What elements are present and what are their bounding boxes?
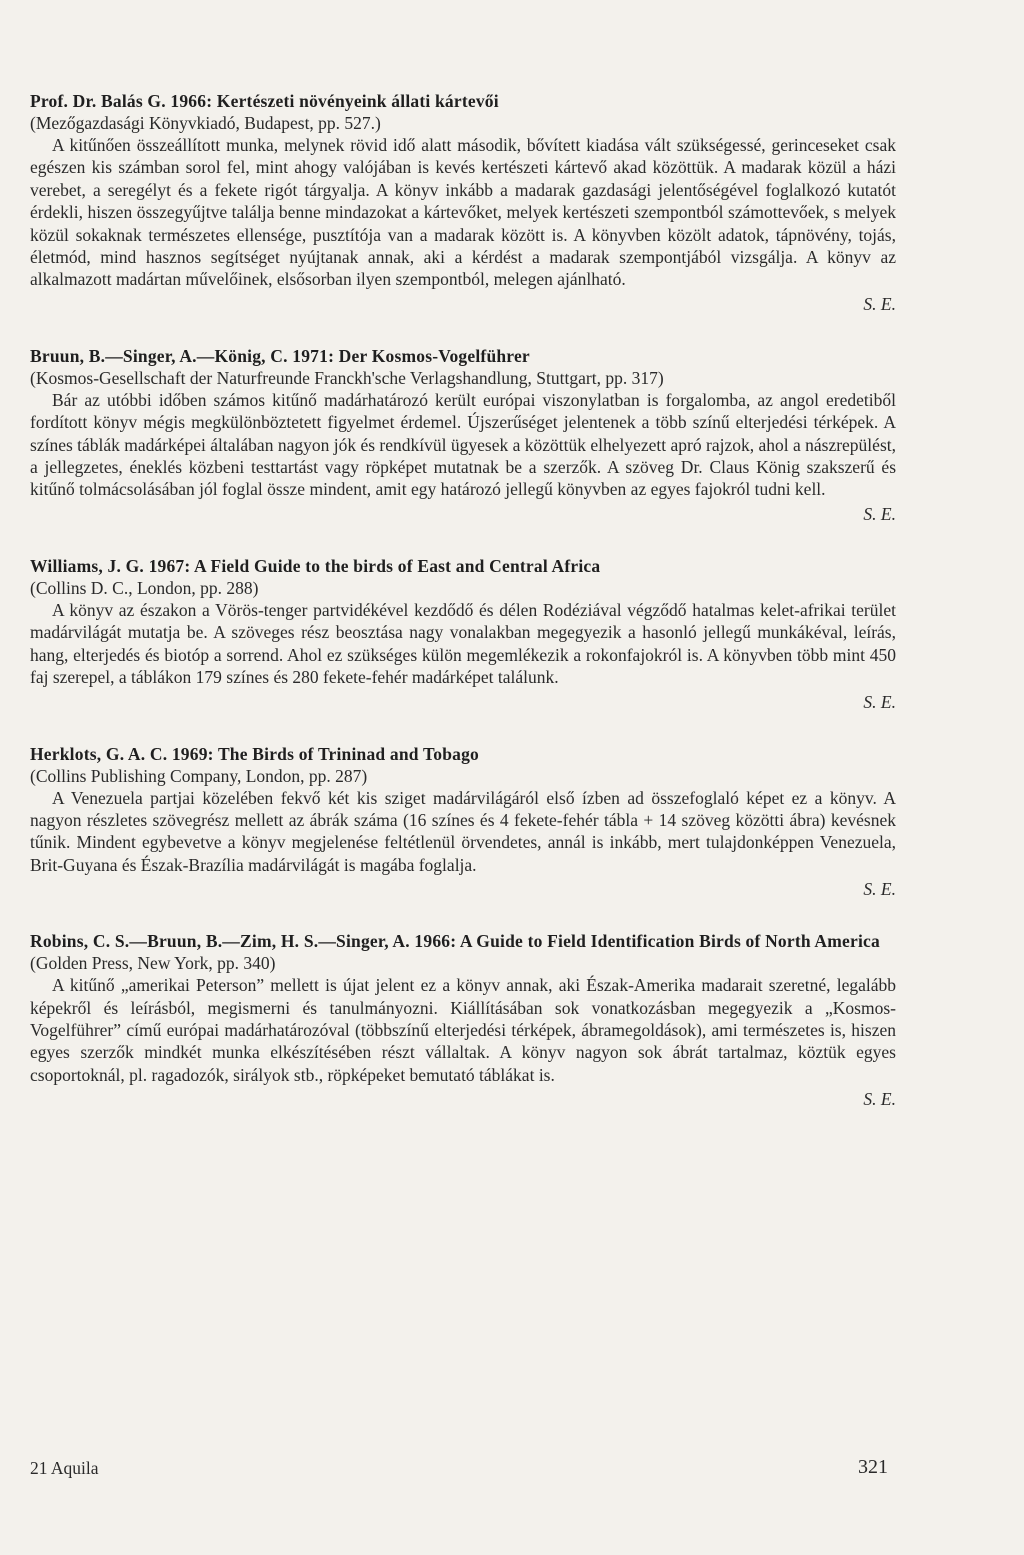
review-5 [30,930,896,1110]
review-body: A Venezuela partjai közelében fekvő két kis sziget madárvilágáról első ízben ad összefoglaló képet ez a könyv. A nagyon részletes szövegrész mellett az ábrák száma (16 színes és 4 fekete-fehér tábla + 14 szöveg közötti ábra) kevésnek tűnik. Mindent egybevetve a könyv megjelenése feltétlenül örvendetes, annál is inkább, mert tulajdonképpen Venezuela, Brit-Guyana és Észak-Brazília madárvilágát is magába foglalja. [30,787,896,875]
review-2 [30,345,896,525]
review-signature: S. E. [863,691,896,712]
review-signature: S. E. [863,503,896,524]
review-3 [30,555,896,713]
review-body: Bár az utóbbi időben számos kitűnő madárhatározó került európai viszonylatban is forgalomba, az angol eredetiből fordított könyv mégis megkülönböztetett figyelmet érdemel. Újszerűséget jelentenek a több színű elterjedési térképek. A színes táblák madárképei általában nagyon jók és rendkívül ügyesek a közöttük elhelyezett apró rajzok, ahol a nászrepülést, a jellegzetes, éneklés közbeni testtartást vagy röpképet mutatnak be a szerzők. A szöveg Dr. Claus König szakszerű és kitűnő tolmácsolásában jól foglal össze mindent, amit egy határozó jellegű könyvben az egyes fajokról tudni kell. [30,389,896,500]
review-body: A kitűnő „amerikai Peterson” mellett is újat jelent ez a könyv annak, aki Észak-Amerika madarait szeretné, legalább képekről és leírásból, megismerni és tanulmányozni. Kiállításában sok vonatkozásban megegyezik a „Kosmos-Vogelführer” című európai madárhatározóval (többszínű elterjedési térképek, ábramegoldások), ami természetes is, hiszen egyes szerzők mindkét munka elkészítésében részt vállaltak. A könyv nagyon sok ábrát tartalmaz, köztük egyes csoportoknál, pl. ragadozók, sirályok stb., röpképeket bemutató táblákat is. [30,975,896,1085]
review-body: A könyv az északon a Vörös-tenger partvidékével kezdődő és délen Rodéziával végződő hatalmas kelet-afrikai terület madárvilágát mutatja be. A szöveges rész beosztása nagy vonalakban megegyezik a hasonló jellegű munkákéval, leírás, hang, elterjedés és biotóp a sorrend. Ahol ez szükséges külön megemlékezik a rokonfajokról is. A könyvben több mint 450 faj szerepel, a táblákon 179 színes és 280 fekete-fehér madárképet találunk. [30,599,896,688]
review-1 [30,90,896,315]
review-publisher: (Golden Press, New York, pp. 340) [30,953,276,974]
review-4 [30,743,896,901]
review-publisher: (Kosmos-Gesellschaft der Naturfreunde Franckh'sche Verlagshandlung, Stuttgart, pp. 317) [30,367,664,388]
review-publisher: (Collins D. C., London, pp. 288) [30,577,259,598]
review-body: A kitűnően összeállított munka, melynek rövid idő alatt második, bővített kiadása vált szükségessé, gerinceseket csak egészen kis számban sorol fel, mint ahogy valójában is kevés kertészeti kártevő akad közöttük. A madarak közül a házi verebet, a seregélyt és a fekete rigót tárgyalja. A könyv inkább a madarak gazdasági jelentőségével foglalkozó kutatót érdekli, hiszen összegyűjtve találja benne mindazokat a kártevőket, melyek kertészeti szempontból számottevőek, s melyek közül sokaknak természetes ellensége, pusztítója van a madarak között is. A könyvben közölt adatok, tápnövény, tojás, életmód, mind hasznos segítséget nyújtanak annak, aki a kérdést a madarak szempontjából vizsgálja. A könyv az alkalmazott madártan művelőinek, elsősorban ilyen szempontból, melegen ajánlható. [30,135,896,290]
review-heading: Robins, C. S.—Bruun, B.—Zim, H. S.—Singer, A. 1966: A Guide to Field Identification Birds of North America [30,931,880,952]
review-heading: Herklots, G. A. C. 1969: The Birds of Trininad and Tobago [30,743,480,764]
review-publisher: (Mezőgazdasági Könyvkiadó, Budapest, pp. 527.) [30,113,381,133]
reviews-column [30,90,896,1110]
review-publisher: (Collins Publishing Company, London, pp. 287) [30,765,368,786]
review-signature: S. E. [863,293,896,314]
review-signature: S. E. [863,1089,896,1110]
review-signature: S. E. [863,879,896,900]
review-heading: Bruun, B.—Singer, A.—König, C. 1971: Der Kosmos-Vogelführer [30,345,530,366]
review-heading: Williams, J. G. 1967: A Field Guide to the birds of East and Central Africa [30,555,601,576]
page-number: 321 [858,1456,888,1478]
footer-sheet-mark: 21 Aquila [30,1458,99,1478]
review-heading: Prof. Dr. Balás G. 1966: Kertészeti növényeink állati kártevői [30,91,499,111]
